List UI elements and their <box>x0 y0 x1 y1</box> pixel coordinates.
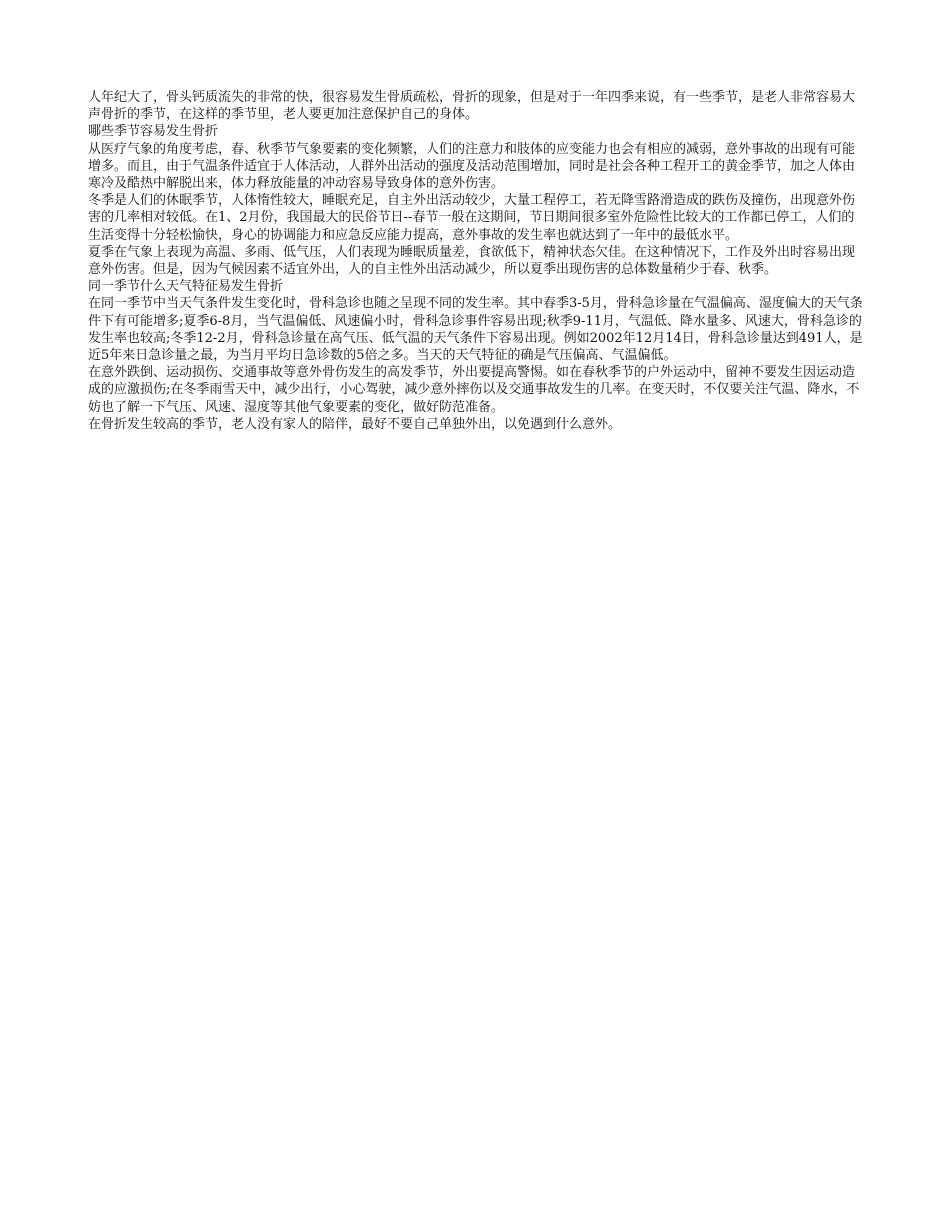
paragraph-spring-autumn: 从医疗气象的角度考虑，春、秋季节气象要素的变化频繁，人们的注意力和肢体的应变能力也会有相应的减弱，意外事故的出现有可能增多。而且，由于气温条件适宜于人体活动，人群外出活动的强度及活动范围增加，同时是社会各种工程开工的黄金季节，加之人体由寒冷及酷热中解脱出来，体力释放能量的冲动容易导致身体的意外伤害。 <box>88 141 856 192</box>
section-heading-which-seasons: 哪些季节容易发生骨折 <box>88 124 219 140</box>
paragraph-summer: 夏季在气象上表现为高温、多雨、低气压，人们表现为睡眠质量差，食欲低下，精神状态欠佳。在这种情况下，工作及外出时容易出现意外伤害。但是，因为气候因素不适宜外出，人的自主性外出活动减少，所以夏季出现伤害的总体数量稍少于春、秋季。 <box>88 244 856 278</box>
paragraph-same-season-weather: 在同一季节中当天气条件发生变化时，骨科急诊也随之呈现不同的发生率。其中春季3-5月，骨科急诊量在气温偏高、湿度偏大的天气条件下有可能增多;夏季6-8月，当气温偏低、风速偏小时，骨科急诊事件容易出现;秋季9-11月，气温低、降水量多、风速大，骨科急诊的发生率也较高;冬季12-2月，骨科急诊量在高气压、低气温的天气条件下容易出现。例如2002年12月14日，骨科急诊量达到491人，是近5年来日急诊量之最，为当月平均日急诊数的5倍之多。当天的天气特征的确是气压偏高、气温偏低。 <box>88 296 863 364</box>
paragraph-closing: 在骨折发生较高的季节，老人没有家人的陪伴，最好不要自己单独外出，以免遇到什么意外。 <box>88 416 622 432</box>
paragraph-winter: 冬季是人们的休眠季节，人体惰性较大，睡眠充足，自主外出活动较少，大量工程停工，若无降雪路滑造成的跌伤及撞伤，出现意外伤害的几率相对较低。在1、2月份，我国最大的民俗节日--春节一般在这期间，节日期间很多室外危险性比较大的工作都已停工，人们的生活变得十分轻松愉快，身心的协调能力和应急反应能力提高，意外事故的发生率也就达到了一年中的最低水平。 <box>88 193 856 243</box>
document-body <box>88 89 864 433</box>
intro-paragraph: 人年纪大了，骨头钙质流失的非常的快，很容易发生骨质疏松，骨折的现象，但是对于一年四季来说，有一些季节，是老人非常容易大声骨折的季节，在这样的季节里，老人要更加注意保护自己的身体。 <box>88 90 856 123</box>
paragraph-precautions: 在意外跌倒、运动损伤、交通事故等意外骨伤发生的高发季节，外出要提高警惕。如在春秋季节的户外运动中，留神不要发生因运动造成的应激损伤;在冬季雨雪天中，减少出行，小心驾驶，减少意外摔伤以及交通事故发生的几率。在变天时，不仅要关注气温、降水，不妨也了解一下气压、风速、湿度等其他气象要素的变化，做好防范准备。 <box>88 365 860 415</box>
section-heading-weather-features: 同一季节什么天气特征易发生骨折 <box>88 279 284 295</box>
